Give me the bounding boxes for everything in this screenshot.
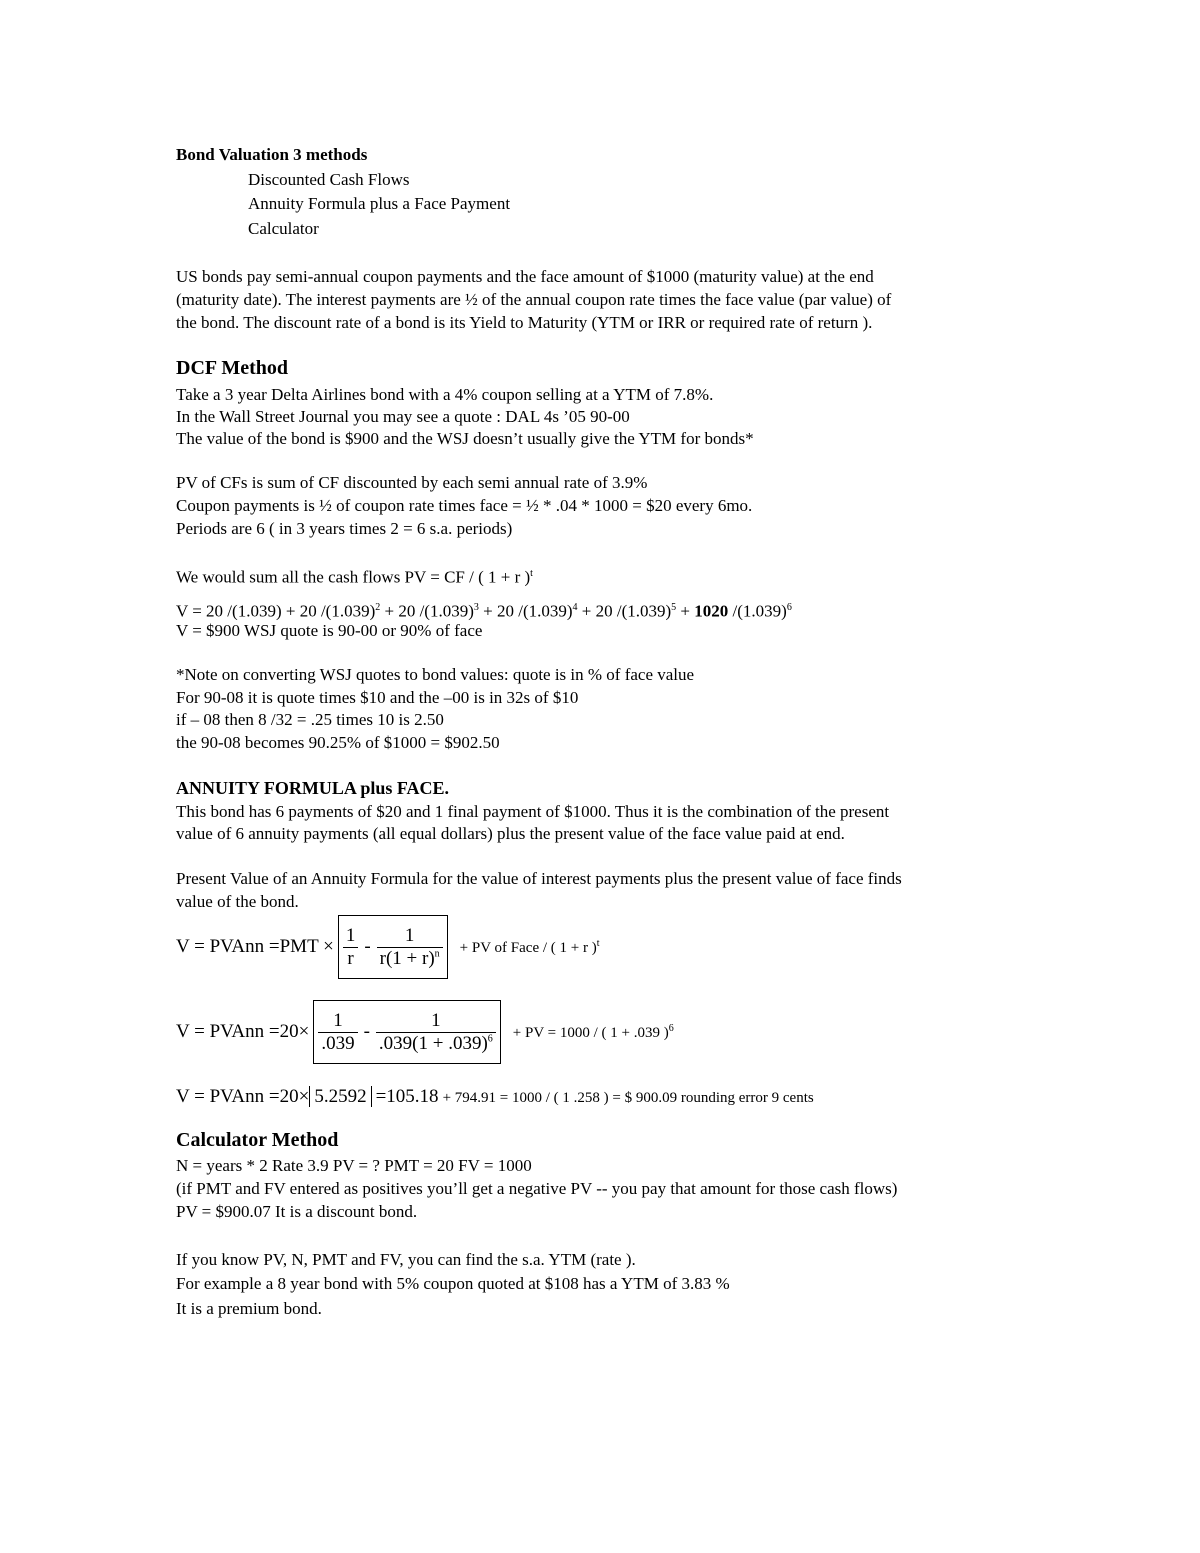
dcf-line: The value of the bond is $900 and the WSJ doesn’t usually give the YTM for bonds* [176, 429, 754, 448]
calc-line: It is a premium bond. [176, 1299, 322, 1318]
method-item-1: Discounted Cash Flows [248, 170, 410, 189]
dcf-line: Take a 3 year Delta Airlines bond with a 4% coupon selling at a YTM of 7.8%. [176, 385, 714, 404]
annuity-line: value of 6 annuity payments (all equal dollars) plus the present value of the face value paid at end. [176, 824, 845, 843]
dcf-line: Coupon payments is ½ of coupon rate times face = ½ * .04 * 1000 = $20 every 6mo. [176, 496, 753, 515]
note-line: the 90-08 becomes 90.25% of $1000 = $902.50 [176, 733, 500, 752]
note-line: if – 08 then 8 /32 = .25 times 10 is 2.50 [176, 710, 444, 729]
calc-line: (if PMT and FV entered as positives you’ll get a negative PV -- you pay that amount for those cash flows) [176, 1179, 898, 1198]
annuity-line: This bond has 6 payments of $20 and 1 final payment of $1000. Thus it is the combination of the present [176, 802, 890, 821]
dcf-sum-line: We would sum all the cash flows PV = CF / ( 1 + r )$^t$ [176, 567, 533, 587]
note-line: For 90-08 it is quote times $10 and the –00 is in 32s of $10 [176, 688, 579, 707]
dcf-heading: DCF Method [176, 357, 289, 379]
annuity-heading: ANNUITY FORMULA plus FACE. [176, 778, 450, 798]
method-item-3: Calculator [248, 219, 319, 238]
intro-line-2: (maturity date). The interest payments are ½ of the annual coupon rate times the face value (par value) of [176, 290, 892, 309]
calc-line: If you know PV, N, PMT and FV, you can find the s.a. YTM (rate ). [176, 1250, 636, 1269]
annuity-line: value of the bond. [176, 892, 299, 911]
intro-line-3: the bond. The discount rate of a bond is its Yield to Maturity (YTM or IRR or required rate of return ). [176, 313, 873, 332]
annuity-line: Present Value of an Annuity Formula for the value of interest payments plus the present value of face finds [176, 869, 902, 888]
dcf-equation: V = 20 /(1.039) + 20 $/(1.039)^2 + 20$ $/(1.039)^3 + 20$ $/(1.039)^4 + 20$ $/(1.039)^5 + 1020$ $/(1.039)^6$ [176, 601, 792, 621]
method-item-2: Annuity Formula plus a Face Payment [248, 194, 511, 213]
dcf-line: In the Wall Street Journal you may see a quote : DAL 4s ’05 90-00 [176, 407, 630, 426]
calc-heading: Calculator Method [176, 1129, 339, 1151]
dcf-line: PV of CFs is sum of CF discounted by each semi annual rate of 3.9% [176, 473, 648, 492]
calc-line: PV = $900.07 It is a discount bond. [176, 1202, 418, 1221]
calc-line: For example a 8 year bond with 5% coupon quoted at $108 has a YTM of 3.83 % [176, 1274, 730, 1293]
intro-line-1: US bonds pay semi-annual coupon payments and the face amount of $1000 (maturity value) at the end [176, 267, 874, 286]
dcf-result: V = $900 WSJ quote is 90-00 or 90% of face [176, 621, 483, 640]
annuity-formula-general: V = PVAnn =PMT × $\frac{1}{r}$ - $\frac{1}{r(1 + r)^n}$ + PV of Face / ( 1 + r )$^t$ [176, 915, 600, 979]
annuity-formula-result: V = PVAnn =20× 5.2592 =105.18 + 794.91 = 1000 / ( 1 .258 ) = $ 900.09 rounding error 9 cents [176, 1086, 814, 1107]
annuity-formula-numbers: V = PVAnn =20× $\frac{1}{.039}$ - $\frac{1}{.039(1 + .039)^6}$ + PV = 1000 / ( 1 + .039 )$^6$ [176, 1000, 674, 1064]
calc-line: N = years * 2 Rate 3.9 PV = ? PMT = 20 FV = 1000 [176, 1156, 532, 1175]
doc-title: Bond Valuation 3 methods [176, 145, 368, 164]
note-line: *Note on converting WSJ quotes to bond values: quote is in % of face value [176, 665, 695, 684]
dcf-line: Periods are 6 ( in 3 years times 2 = 6 s.a. periods) [176, 519, 513, 538]
